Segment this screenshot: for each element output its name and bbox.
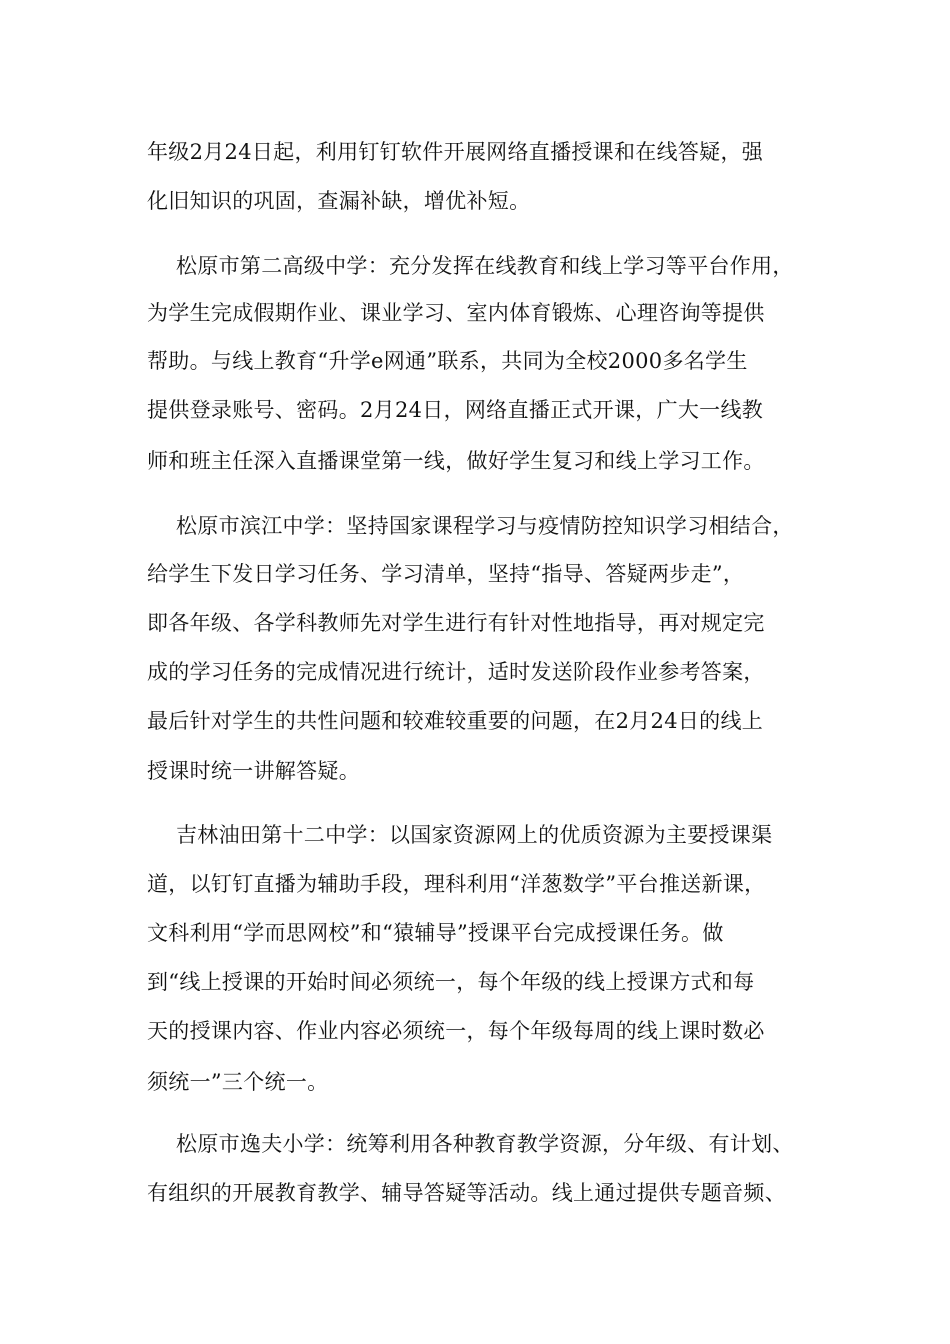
text-line: 到“线上授课的开始时间必须统一，每个年级的线上授课方式和每 <box>147 970 755 994</box>
text-line: 为学生完成假期作业、课业学习、室内体育锻炼、心理咨询等提供 <box>147 301 765 325</box>
text-line: 提供登录账号、密码。2月24日，网络直播正式开课，广大一线教 <box>147 398 764 422</box>
paragraph-first-line: 松原市第二高级中学：充分发挥在线教育和线上学习等平台作用， <box>176 254 794 278</box>
paragraph-first-line: 松原市滨江中学：坚持国家课程学习与疫情防控知识学习相结合， <box>176 514 794 538</box>
text-line: 师和班主任深入直播课堂第一线，做好学生复习和线上学习工作。 <box>147 449 765 473</box>
text-line: 成的学习任务的完成情况进行统计，适时发送阶段作业参考答案， <box>147 660 765 684</box>
paragraph-first-line: 吉林油田第十二中学：以国家资源网上的优质资源为主要授课渠 <box>176 823 773 847</box>
text-line: 有组织的开展教育教学、辅导答疑等活动。线上通过提供专题音频、 <box>147 1181 786 1205</box>
text-line: 化旧知识的巩固，查漏补缺，增优补短。 <box>147 189 531 213</box>
text-line: 道，以钉钉直播为辅助手段，理科利用“洋葱数学”平台推送新课， <box>147 872 766 896</box>
text-line: 年级2月24日起，利用钉钉软件开展网络直播授课和在线答疑，强 <box>147 140 764 164</box>
text-line: 授课时统一讲解答疑。 <box>147 759 360 783</box>
text-line: 天的授课内容、作业内容必须统一，每个年级每周的线上课时数必 <box>147 1019 765 1043</box>
text-line: 文科利用“学而思网校”和“猿辅导”授课平台完成授课任务。做 <box>147 921 724 945</box>
text-line: 最后针对学生的共性问题和较难较重要的问题，在2月24日的线上 <box>147 709 764 733</box>
text-line: 须统一”三个统一。 <box>147 1070 329 1094</box>
text-line: 即各年级、各学科教师先对学生进行有针对性地指导，再对规定完 <box>147 611 765 635</box>
text-line: 帮助。与线上教育“升学e网通”联系，共同为全校2000多名学生 <box>147 349 748 373</box>
paragraph-first-line: 松原市逸夫小学：统筹利用各种教育教学资源，分年级、有计划、 <box>176 1132 794 1156</box>
text-line: 给学生下发日学习任务、学习清单，坚持“指导、答疑两步走”， <box>147 562 745 586</box>
